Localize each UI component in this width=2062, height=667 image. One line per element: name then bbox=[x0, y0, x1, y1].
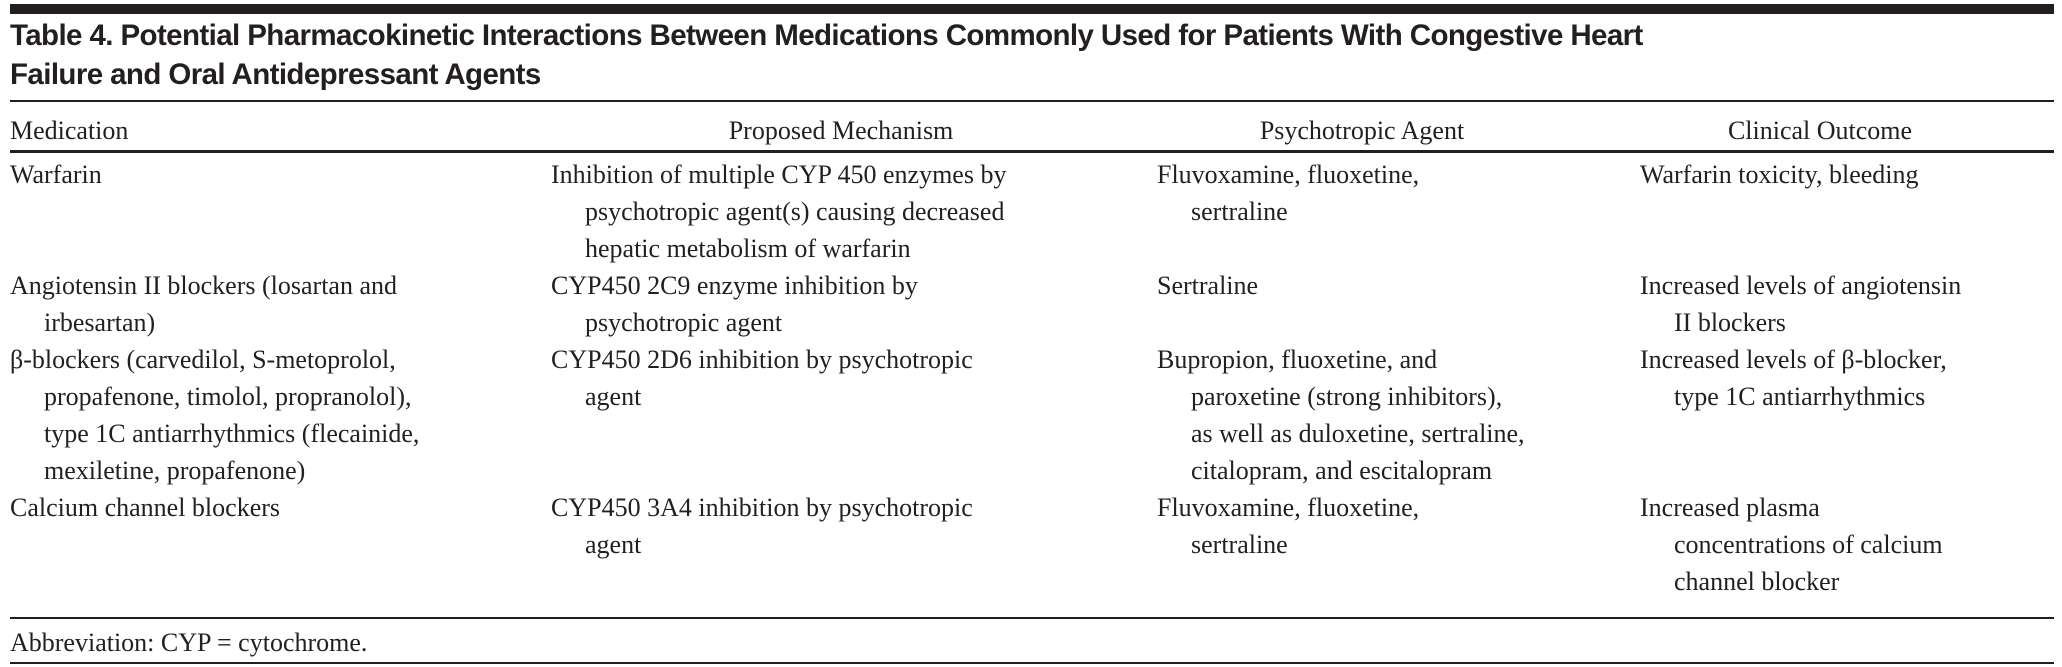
cell-line: Increased levels of β-blocker, bbox=[1640, 345, 1947, 374]
cell-agent bbox=[1157, 156, 1637, 230]
cell-line: mexiletine, propafenone) bbox=[44, 456, 306, 485]
cell-agent bbox=[1157, 341, 1637, 489]
table-row bbox=[0, 341, 2062, 489]
table-title-line: Failure and Oral Antidepressant Agents bbox=[10, 58, 541, 91]
cell-line: Fluvoxamine, fluoxetine, bbox=[1157, 493, 1420, 522]
cell-line: Angiotensin II blockers (losartan and bbox=[10, 271, 398, 300]
cell-line: Calcium channel blockers bbox=[10, 493, 281, 522]
table-row bbox=[0, 489, 2062, 600]
cell-line: Sertraline bbox=[1157, 271, 1259, 300]
cell-line: type 1C antiarrhythmics (flecainide, bbox=[44, 419, 420, 448]
footnote-bottom-rule bbox=[10, 662, 2054, 664]
cell-line: Bupropion, fluoxetine, and bbox=[1157, 345, 1438, 374]
cell-line: paroxetine (strong inhibitors), bbox=[1191, 382, 1503, 411]
cell-agent bbox=[1157, 489, 1637, 563]
cell-medication bbox=[10, 341, 540, 489]
table-title-line: Table 4. Potential Pharmacokinetic Interactions Between Medications Commonly Used for Patients With Congestive Heart bbox=[10, 19, 1643, 52]
table-row bbox=[0, 156, 2062, 267]
cell-line: II blockers bbox=[1674, 308, 1786, 337]
cell-line: concentrations of calcium bbox=[1674, 530, 1943, 559]
header-rule bbox=[10, 150, 2054, 153]
cell-medication bbox=[10, 156, 540, 193]
cell-outcome bbox=[1640, 489, 2052, 600]
cell-mechanism bbox=[551, 341, 1151, 415]
header-proposed-mechanism: Proposed Mechanism bbox=[728, 116, 954, 145]
header-clinical-outcome: Clinical Outcome bbox=[1727, 116, 1913, 145]
cell-line: as well as duloxetine, sertraline, bbox=[1191, 419, 1525, 448]
title-rule bbox=[10, 100, 2054, 102]
header-medication: Medication bbox=[10, 116, 129, 145]
cell-line: Increased levels of angiotensin bbox=[1640, 271, 1962, 300]
cell-outcome bbox=[1640, 341, 2052, 415]
table-title bbox=[10, 16, 2050, 94]
cell-line: channel blocker bbox=[1674, 567, 1840, 596]
table-row bbox=[0, 267, 2062, 341]
cell-mechanism bbox=[551, 489, 1151, 563]
cell-line: Warfarin bbox=[10, 160, 102, 189]
cell-outcome bbox=[1640, 156, 2052, 193]
cell-line: agent bbox=[585, 382, 642, 411]
cell-line: sertraline bbox=[1191, 530, 1288, 559]
footnote: Abbreviation: CYP = cytochrome. bbox=[10, 628, 368, 657]
cell-medication bbox=[10, 267, 540, 341]
cell-mechanism bbox=[551, 156, 1151, 267]
cell-mechanism bbox=[551, 267, 1151, 341]
cell-line: CYP450 3A4 inhibition by psychotropic bbox=[551, 493, 973, 522]
cell-outcome bbox=[1640, 267, 2052, 341]
cell-line: psychotropic agent bbox=[585, 308, 783, 337]
cell-line: propafenone, timolol, propranolol), bbox=[44, 382, 412, 411]
cell-line: sertraline bbox=[1191, 197, 1288, 226]
cell-line: citalopram, and escitalopram bbox=[1191, 456, 1493, 485]
header-psychotropic-agent: Psychotropic Agent bbox=[1259, 116, 1465, 145]
cell-line: hepatic metabolism of warfarin bbox=[585, 234, 911, 263]
cell-line: psychotropic agent(s) causing decreased bbox=[585, 197, 1005, 226]
cell-line: CYP450 2C9 enzyme inhibition by bbox=[551, 271, 918, 300]
cell-medication bbox=[10, 489, 540, 526]
cell-line: irbesartan) bbox=[44, 308, 156, 337]
cell-line: Increased plasma bbox=[1640, 493, 1820, 522]
cell-line: agent bbox=[585, 530, 642, 559]
cell-line: Warfarin toxicity, bleeding bbox=[1640, 160, 1919, 189]
table-bottom-rule bbox=[10, 617, 2054, 619]
cell-line: Fluvoxamine, fluoxetine, bbox=[1157, 160, 1420, 189]
cell-line: CYP450 2D6 inhibition by psychotropic bbox=[551, 345, 973, 374]
cell-agent bbox=[1157, 267, 1637, 304]
top-thick-rule bbox=[10, 4, 2054, 14]
cell-line: β-blockers (carvedilol, S-metoprolol, bbox=[10, 345, 396, 374]
cell-line: type 1C antiarrhythmics bbox=[1674, 382, 1926, 411]
cell-line: Inhibition of multiple CYP 450 enzymes by bbox=[551, 160, 1007, 189]
